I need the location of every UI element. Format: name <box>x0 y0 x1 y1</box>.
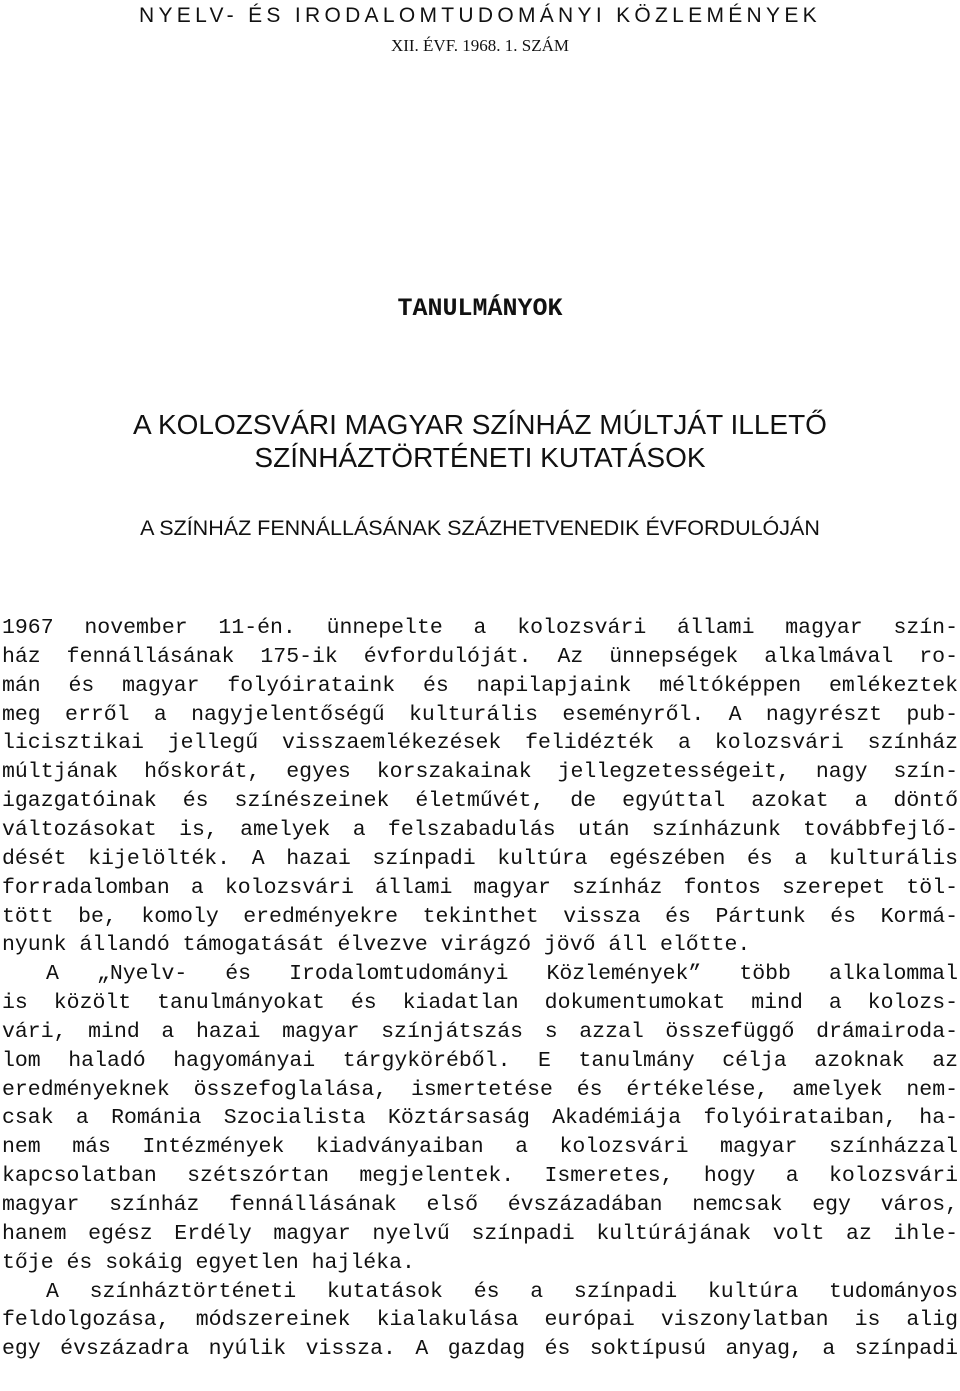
article-subtitle: A SZÍNHÁZ FENNÁLLÁSÁNAK SZÁZHETVENEDIK ÉVFORDULÓJÁN <box>140 516 820 540</box>
paragraph-line: nem más Intézmények kiadványaiban a kolozsvári magyar színházzal <box>2 1135 958 1160</box>
paragraph-line: változásokat is, amelyek a felszabadulás után színházunk továbbfejlő- <box>2 817 958 842</box>
paragraph-line: 1967 november 11-én. ünnepelte a kolozsvári állami magyar szín- <box>2 616 958 640</box>
article-title-line: SZÍNHÁZTÖRTÉNETI KUTATÁSOK <box>254 442 706 473</box>
paragraph-line: meg erről a nagyjelentőségű kulturális eseményről. A nagyrészt pub- <box>2 702 958 727</box>
paragraph-line: eredményeknek összefoglalása, ismertetése és értékelése, amelyek nem- <box>2 1077 958 1102</box>
journal-running-header: NYELV- ÉS IRODALOMTUDOMÁNYI KÖZLEMÉNYEK <box>139 4 821 27</box>
paragraph-line: licisztikai jellegű visszaemlékezések felidézték a kolozsvári színház <box>2 731 958 756</box>
paragraph-line: A „Nyelv- és Irodalomtudományi Közlemények” több alkalommal <box>46 962 958 987</box>
paragraph-line: egy évszázadra nyúlik vissza. A gazdag és soktípusú anyag, a színpadi <box>2 1337 958 1362</box>
paragraph-line: csak a Románia Szocialista Köztársaság Akadémiája folyóirataiban, ha- <box>2 1106 958 1131</box>
article-title-line: A KOLOZSVÁRI MAGYAR SZÍNHÁZ MÚLTJÁT ILLETŐ <box>133 409 827 440</box>
section-title: TANULMÁNYOK <box>397 294 563 323</box>
paragraph-line: vári, mind a hazai magyar színjátszás s azzal összefüggő drámairoda- <box>2 1019 958 1044</box>
paragraph-line: múltjának hőskorát, egyes korszakainak jellegzetességeit, nagy szín- <box>2 760 958 785</box>
paragraph-line: feldolgozása, módszereinek kialakulása európai viszonylatban is alig <box>2 1308 958 1333</box>
paragraph-line: magyar színház fennállásának első évszázadában nemcsak egy város, <box>2 1193 958 1217</box>
paragraph-line: kapcsolatban szétszórtan megjelentek. Ismeretes, hogy a kolozsvári <box>2 1164 958 1189</box>
issue-info: XII. ÉVF. 1968. 1. SZÁM <box>390 36 570 55</box>
paragraph-line: hanem egész Erdély magyar nyelvű színpadi kultúrájának volt az ihle- <box>2 1221 958 1246</box>
paragraph-line: A színháztörténeti kutatások és a színpadi kultúra tudományos <box>46 1279 958 1304</box>
article-title <box>0 408 960 474</box>
paragraph-line: nyunk állandó támogatását élvezve virágzó jövő áll előtte. <box>2 933 751 958</box>
paragraph-line: igazgatóinak és színészeinek életművét, de egyúttal azokat a döntő <box>2 789 958 814</box>
paragraph-line: tője és sokáig egyetlen hajléka. <box>2 1250 415 1275</box>
paragraph-line: dését kijelölték. A hazai színpadi kultúra egészében és a kulturális <box>2 846 958 871</box>
paragraph-line: tött be, komoly eredményekre tekinthet vissza és Pártunk és Kormá- <box>2 904 958 929</box>
paragraph-line: ház fennállásának 175-ik évfordulóját. Az ünnepségek alkalmával ro- <box>2 644 958 669</box>
paragraph-line: is közölt tanulmányokat és kiadatlan dokumentumokat mind a kolozs- <box>2 991 958 1016</box>
paragraph-line: forradalomban a kolozsvári állami magyar színház fontos szerepet töl- <box>2 875 958 900</box>
paragraph-line: lom haladó hagyományai tárgyköréből. E tanulmány célja azoknak az <box>2 1048 958 1073</box>
paragraph-line: mán és magyar folyóirataink és napilapjaink méltóképpen emlékeztek <box>2 673 958 698</box>
